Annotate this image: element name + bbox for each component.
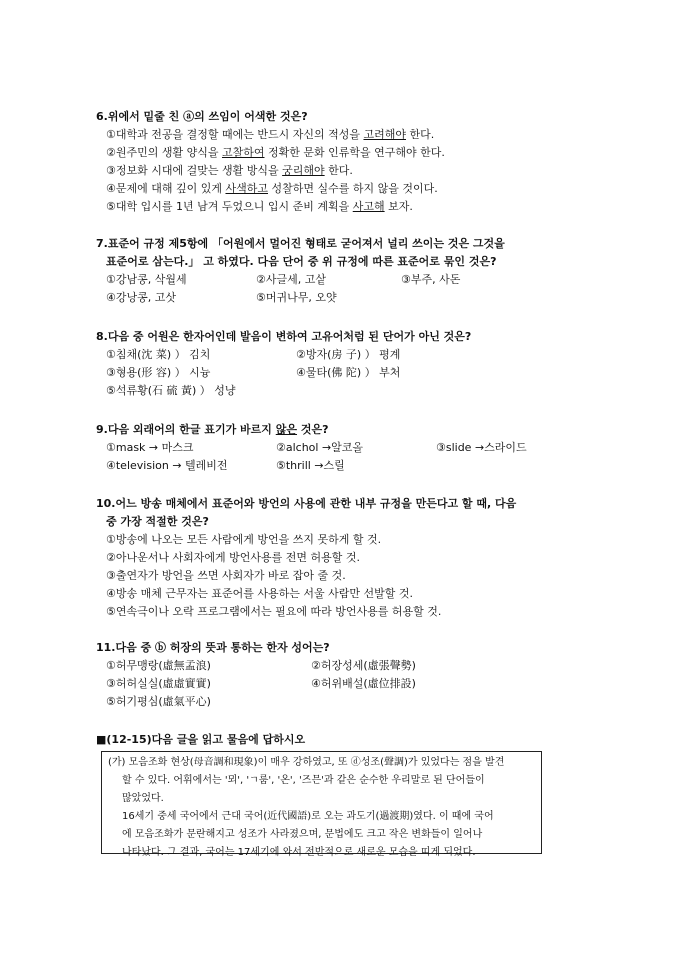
q8-options-row-3 bbox=[96, 382, 656, 400]
q10-option-2: ②아나운서나 사회자에게 방언사용를 전면 허용할 것. bbox=[106, 551, 360, 564]
q7-option-2: ②사글세, 고샅 bbox=[256, 273, 326, 286]
q9-options-row-1 bbox=[96, 439, 656, 457]
q11-options-row-2 bbox=[96, 675, 656, 693]
q6-option-3: ③정보화 시대에 걸맞는 생활 방식을 궁리해야 한다. bbox=[106, 164, 353, 177]
question-6 bbox=[96, 108, 656, 216]
question-11 bbox=[96, 639, 656, 711]
q8-option-4: ④물타(佛 陀) ） 부처 bbox=[296, 366, 401, 379]
q7-option-5: ⑤머귀나무, 오얏 bbox=[256, 291, 337, 304]
question-10-stem-line-2: 중 가장 적절한 것은? bbox=[106, 515, 209, 528]
q8-option-2: ②방자(房 子) ） 평계 bbox=[296, 348, 401, 361]
passage-line-6: 나타났다. 그 결과, 국어는 17세기에 와서 전반적으로 새로운 모습을 띠게 되었다. bbox=[122, 847, 476, 858]
q7-options-row-2 bbox=[96, 289, 656, 307]
q6-option-5: ⑤대학 입시를 1년 남겨 두었으니 입시 준비 계획을 사고해 보자. bbox=[106, 200, 413, 213]
q10-option-1: ①방송에 나오는 모든 사람에게 방언을 쓰지 못하게 할 것. bbox=[106, 533, 382, 546]
q8-options-row-2 bbox=[96, 364, 656, 382]
q7-option-1: ①강남콩, 삭월세 bbox=[106, 273, 187, 286]
passage-line-1: (가) 모음조화 현상(母音調和現象)이 매우 강하였고, 또 ⓓ성조(聲調)가 있었다는 점을 발견 bbox=[108, 757, 505, 768]
q9-option-2: ②alchol →알코올 bbox=[276, 441, 364, 454]
question-7-stem-line-2: 표준어로 삼는다.」 고 하였다. 다음 단어 중 위 규정에 따른 표준어로 묶인 것은? bbox=[106, 255, 497, 268]
question-10 bbox=[96, 495, 656, 621]
q10-option-3: ③출연자가 방언을 쓰면 사회자가 바로 잡아 줄 것. bbox=[106, 569, 346, 582]
question-7-stem-line-1: 7.표준어 규정 제5항에 「어원에서 멀어진 형태로 굳어져서 널리 쓰이는 것은 그것을 bbox=[96, 237, 505, 250]
q6-option-4: ④문제에 대해 깊이 있게 사색하고 성찰하면 실수를 하지 않을 것이다. bbox=[106, 182, 438, 195]
passage-box bbox=[101, 751, 542, 858]
question-9-stem: 9.다음 외래어의 한글 표기가 바르지 않은 것은? bbox=[96, 423, 329, 436]
q7-option-4: ④강낭콩, 고삿 bbox=[106, 291, 176, 304]
passage-heading: ■(12-15)다음 글을 읽고 물음에 답하시오 bbox=[96, 733, 306, 746]
question-9 bbox=[96, 421, 656, 475]
question-7 bbox=[96, 235, 656, 307]
passage-line-3: 많았었다. bbox=[122, 793, 164, 804]
q11-options-row-1 bbox=[96, 657, 656, 675]
q7-option-3: ③부주, 사돈 bbox=[401, 273, 461, 286]
question-8 bbox=[96, 328, 656, 400]
passage-line-4: 16세기 중세 국어에서 근대 국어(近代國語)로 오는 과도기(過渡期)였다. 이 때에 국어 bbox=[122, 811, 494, 822]
question-10-stem-line-1: 10.어느 방송 매체에서 표준어와 방언의 사용에 관한 내부 규정을 만든다고 할 때, 다음 bbox=[96, 497, 517, 510]
q6-option-1: ①대학과 전공을 결정할 때에는 반드시 자신의 적성을 고려해야 한다. bbox=[106, 128, 435, 141]
q8-option-5: ⑤석류황(石 硫 黃) ） 성냥 bbox=[106, 384, 236, 397]
q8-options-row-1 bbox=[96, 346, 656, 364]
q9-option-1: ①mask → 마스크 bbox=[106, 441, 194, 454]
q8-option-1: ①침채(沈 菜) ） 김치 bbox=[106, 348, 211, 361]
question-6-stem: 6.위에서 밑줄 친 ⓐ의 쓰임이 어색한 것은? bbox=[96, 110, 308, 123]
q9-option-4: ④television → 텔레비전 bbox=[106, 459, 228, 472]
q11-option-4: ④허위배설(虛位排設) bbox=[311, 677, 416, 690]
q6-option-2: ②원주민의 생활 양식을 고찰하여 정확한 문화 인류학을 연구해야 한다. bbox=[106, 146, 445, 159]
q8-option-3: ③형용(形 容) ） 시늉 bbox=[106, 366, 211, 379]
q11-option-3: ③허허실실(虛虛實實) bbox=[106, 677, 211, 690]
q7-options-row-1 bbox=[96, 271, 656, 289]
q11-option-2: ②허장성세(虛張聲勢) bbox=[311, 659, 416, 672]
q11-option-5: ⑤허기평심(虛氣平心) bbox=[106, 695, 211, 708]
q11-options-row-3 bbox=[96, 693, 656, 711]
q11-option-1: ①허무맹랑(虛無孟浪) bbox=[106, 659, 211, 672]
q9-options-row-2 bbox=[96, 457, 656, 475]
q9-option-3: ③slide →스라이드 bbox=[436, 441, 527, 454]
q9-option-5: ⑤thrill →스릴 bbox=[276, 459, 345, 472]
q10-option-5: ⑤연속극이나 오락 프로그램에서는 필요에 따라 방언사용를 허용할 것. bbox=[106, 605, 442, 618]
q10-option-4: ④방송 매체 근무자는 표준어를 사용하는 서울 사람만 선발할 것. bbox=[106, 587, 413, 600]
question-11-stem: 11.다음 중 ⓑ 허장의 뜻과 통하는 한자 성어는? bbox=[96, 641, 330, 654]
passage-line-5: 에 모음조화가 문란해지고 성조가 사라졌으며, 문법에도 크고 작은 변화들이 일어나 bbox=[122, 829, 483, 840]
passage-line-2: 할 수 있다. 어휘에서는 '뫼', 'ㄱ룸', '온', '즈믄'과 같은 순수한 우리말로 된 단어들이 bbox=[122, 775, 485, 786]
question-8-stem: 8.다음 중 어원은 한자어인데 발음이 변하여 고유어처럼 된 단어가 아닌 것은? bbox=[96, 330, 472, 343]
